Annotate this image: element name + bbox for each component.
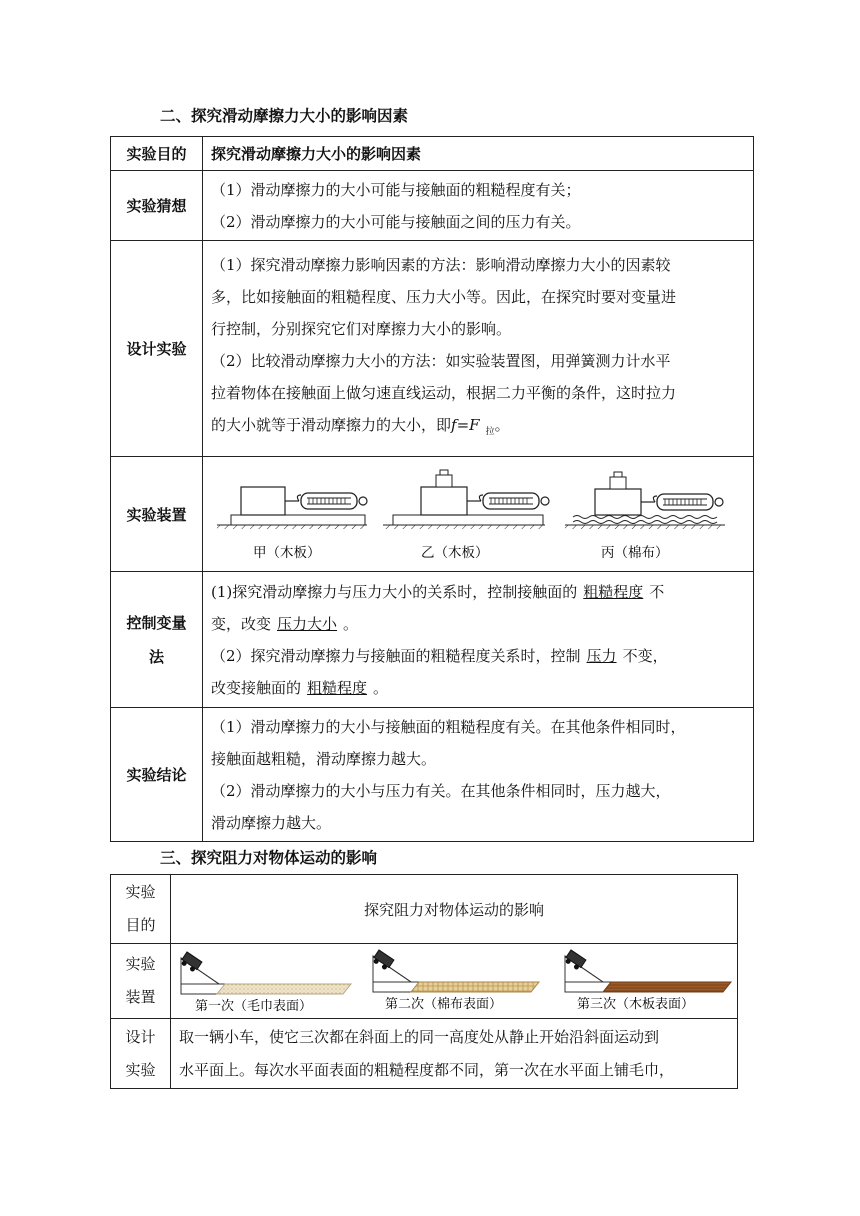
- ramp-wood: [563, 950, 731, 992]
- apparatus-label: 实验装置: [111, 457, 203, 572]
- friction-apparatus-diagram: [203, 457, 753, 567]
- setup-yi: [383, 470, 549, 529]
- s3-purpose-text: 探究阻力对物体运动的影响: [171, 875, 738, 944]
- s3-purpose-label: 实验 目的: [111, 875, 171, 944]
- ramp-towel: [179, 952, 351, 994]
- blank-pressure: 压力: [586, 646, 617, 665]
- caption-cloth: 第二次（棉布表面）: [385, 997, 503, 1012]
- setup-bing: [565, 472, 725, 529]
- control-label: 控制变量 法: [111, 572, 203, 708]
- purpose-label: 实验目的: [111, 137, 203, 171]
- ramp-cloth: [371, 950, 539, 992]
- friction-table: [110, 136, 754, 842]
- caption-wood: 第三次（木板表面）: [577, 997, 695, 1012]
- ramp-apparatus-diagram: [171, 944, 737, 1014]
- hypothesis-text: （1）滑动摩擦力的大小可能与接触面的粗糙程度有关； （2）滑动摩擦力的大小可能与接触面之间的压力有关。: [203, 171, 754, 241]
- caption-yi: 乙（木板）: [421, 545, 489, 561]
- caption-jia: 甲（木板）: [253, 545, 321, 561]
- resistance-table: [110, 874, 738, 1089]
- blank-pressure-size: 压力大小: [277, 614, 338, 633]
- setup-jia: [217, 487, 367, 529]
- caption-bing: 丙（棉布）: [601, 545, 669, 561]
- section3-title: 三、探究阻力对物体运动的影响: [160, 849, 378, 867]
- blank-roughness: 粗糙程度: [583, 582, 644, 601]
- s3-apparatus-label: 实验 装置: [111, 944, 171, 1019]
- control-text: (1)探究滑动摩擦力与压力大小的关系时，控制接触面的 粗糙程度 不 变，改变 压力大小 。 （2）探究滑动摩擦力与接触面的粗糙程度关系时，控制 压力 不变， 改变接触面的 粗糙程度 。: [203, 572, 754, 708]
- caption-towel: 第一次（毛巾表面）: [195, 999, 313, 1014]
- purpose-text: 探究滑动摩擦力大小的影响因素: [203, 137, 754, 171]
- hypothesis-label: 实验猜想: [111, 171, 203, 241]
- s3-design-text: 取一辆小车，使它三次都在斜面上的同一高度处从静止开始沿斜面运动到 水平面上。每次水平面表面的粗糙程度都不同，第一次在水平面上铺毛巾，: [171, 1019, 738, 1089]
- s3-design-label: 设计 实验: [111, 1019, 171, 1089]
- conclusion-label: 实验结论: [111, 708, 203, 842]
- section2-title: 二、探究滑动摩擦力大小的影响因素: [160, 107, 409, 125]
- design-label: 设计实验: [111, 241, 203, 457]
- s3-apparatus-figure: [171, 944, 738, 1019]
- conclusion-text: （1）滑动摩擦力的大小与接触面的粗糙程度有关。在其他条件相同时， 接触面越粗糙，滑动摩擦力越大。 （2）滑动摩擦力的大小与压力有关。在其他条件相同时，压力越大， 滑动摩擦力越大。: [203, 708, 754, 842]
- blank-roughness-2: 粗糙程度: [307, 678, 368, 697]
- apparatus-figure: [203, 457, 754, 572]
- design-text: （1）探究滑动摩擦力影响因素的方法：影响滑动摩擦力大小的因素较 多，比如接触面的粗糙程度、压力大小等。因此，在探究时要对变量进 行控制，分别探究它们对摩擦力大小的影响。 （2）比较滑动摩擦力大小的方法：如实验装置图，用弹簧测力计水平 拉着物体在接触面上做匀速直线运动，根据二力平衡的条件，这时拉力 的大小就等于滑动摩擦力的大小，即f=F $_拉$。: [203, 241, 754, 457]
